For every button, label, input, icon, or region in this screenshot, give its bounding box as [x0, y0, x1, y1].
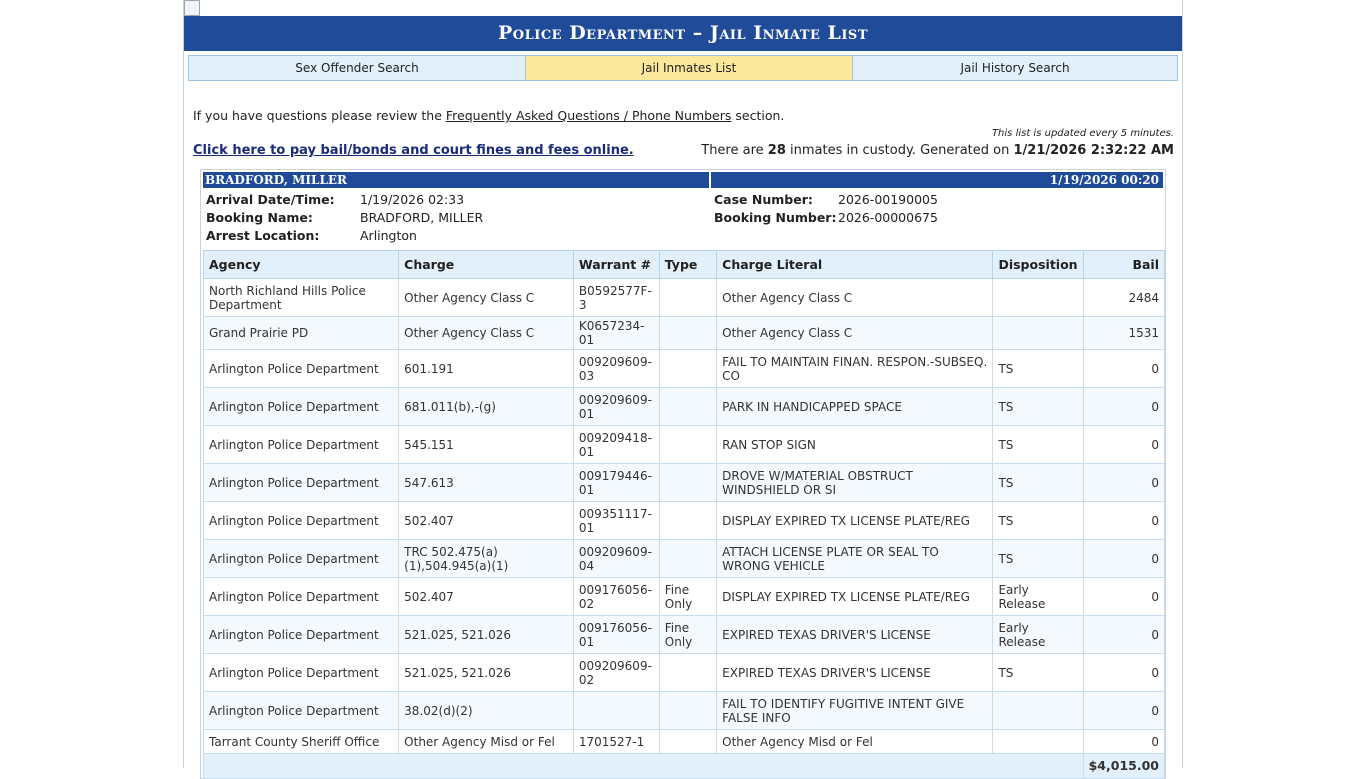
warrant-cell	[573, 692, 659, 730]
inmate-header	[203, 172, 1163, 188]
disposition-cell: TS	[993, 426, 1083, 464]
arrival-field	[206, 192, 464, 207]
type-cell	[659, 350, 716, 388]
charges-table	[203, 250, 1165, 779]
generated-timestamp: 1/21/2026 2:32:22 AM	[1013, 143, 1174, 158]
type-cell	[659, 279, 716, 317]
agency-cell: Arlington Police Department	[204, 464, 399, 502]
charge-literal-cell: EXPIRED TEXAS DRIVER'S LICENSE	[717, 654, 993, 692]
charge-literal-cell: EXPIRED TEXAS DRIVER'S LICENSE	[717, 616, 993, 654]
charge-cell: 521.025, 521.026	[399, 654, 574, 692]
column-header-disposition: Disposition	[993, 251, 1083, 279]
type-cell	[659, 464, 716, 502]
case-number-label: Case Number:	[714, 192, 813, 207]
table-row	[204, 388, 1165, 426]
charge-cell: 545.151	[399, 426, 574, 464]
charge-cell: 601.191	[399, 350, 574, 388]
agency-cell: Arlington Police Department	[204, 540, 399, 578]
agency-cell: Arlington Police Department	[204, 654, 399, 692]
column-header-warrant: Warrant #	[573, 251, 659, 279]
table-row	[204, 654, 1165, 692]
arrival-label: Arrival Date/Time:	[206, 192, 335, 207]
case-number-value: 2026-00190005	[838, 192, 938, 207]
arrest-location-label: Arrest Location:	[206, 228, 320, 243]
inmate-header-date: 1/19/2026 00:20	[711, 172, 1163, 188]
page-container	[183, 0, 1183, 773]
booking-name-value: BRADFORD, MILLER	[360, 210, 484, 225]
type-cell: Fine Only	[659, 616, 716, 654]
type-cell	[659, 730, 716, 754]
warrant-cell: B0592577F-3	[573, 279, 659, 317]
table-row	[204, 730, 1165, 754]
type-cell	[659, 388, 716, 426]
table-row	[204, 426, 1165, 464]
agency-cell: Arlington Police Department	[204, 616, 399, 654]
charge-literal-cell: FAIL TO MAINTAIN FINAN. RESPON.-SUBSEQ. CO	[717, 350, 993, 388]
warrant-cell: 1701527-1	[573, 730, 659, 754]
warrant-cell: 009209609-01	[573, 388, 659, 426]
charge-literal-cell: ATTACH LICENSE PLATE OR SEAL TO WRONG VEHICLE	[717, 540, 993, 578]
booking-name-field	[206, 210, 483, 225]
charge-cell: Other Agency Class C	[399, 279, 574, 317]
bail-cell: 1531	[1083, 317, 1164, 350]
charge-literal-cell: Other Agency Class C	[717, 317, 993, 350]
disposition-cell	[993, 317, 1083, 350]
charge-literal-cell: DISPLAY EXPIRED TX LICENSE PLATE/REG	[717, 502, 993, 540]
type-cell	[659, 692, 716, 730]
column-header-charge: Charge	[399, 251, 574, 279]
table-row	[204, 317, 1165, 350]
charge-cell: Other Agency Misd or Fel	[399, 730, 574, 754]
warrant-cell: 009176056-02	[573, 578, 659, 616]
custody-prefix: There are	[701, 143, 764, 158]
faq-info-line	[193, 108, 784, 123]
disposition-cell: TS	[993, 654, 1083, 692]
arrest-location-value: Arlington	[360, 228, 417, 243]
custody-count: 28	[767, 143, 786, 158]
warrant-cell: 009179446-01	[573, 464, 659, 502]
bail-cell: 2484	[1083, 279, 1164, 317]
table-row	[204, 692, 1165, 730]
bail-cell: 0	[1083, 350, 1164, 388]
charge-cell: TRC 502.475(a)(1),504.945(a)(1)	[399, 540, 574, 578]
agency-cell: Arlington Police Department	[204, 426, 399, 464]
booking-number-value: 2026-00000675	[838, 210, 938, 225]
charge-cell: 521.025, 521.026	[399, 616, 574, 654]
inmate-name: BRADFORD, MILLER	[203, 172, 709, 188]
bail-cell: 0	[1083, 692, 1164, 730]
broken-image-icon	[184, 0, 200, 16]
bail-cell: 0	[1083, 540, 1164, 578]
disposition-cell: TS	[993, 388, 1083, 426]
charge-literal-cell: PARK IN HANDICAPPED SPACE	[717, 388, 993, 426]
tab-jail-inmates-list[interactable]: Jail Inmates List	[526, 56, 853, 80]
nav-tabs	[188, 55, 1178, 81]
agency-cell: Arlington Police Department	[204, 388, 399, 426]
agency-cell: North Richland Hills Police Department	[204, 279, 399, 317]
warrant-cell: 009209609-04	[573, 540, 659, 578]
charge-literal-cell: DROVE W/MATERIAL OBSTRUCT WINDSHIELD OR SI	[717, 464, 993, 502]
arrival-value: 1/19/2026 02:33	[360, 192, 465, 207]
warrant-cell: 009176056-01	[573, 616, 659, 654]
type-cell	[659, 502, 716, 540]
charge-cell: Other Agency Class C	[399, 317, 574, 350]
bail-cell: 0	[1083, 616, 1164, 654]
page-title: Police Department – Jail Inmate List	[184, 16, 1182, 51]
custody-mid: inmates in custody. Generated on	[790, 143, 1010, 158]
column-header-charge-literal: Charge Literal	[717, 251, 993, 279]
charge-literal-cell: RAN STOP SIGN	[717, 426, 993, 464]
tab-sex-offender-search[interactable]: Sex Offender Search	[189, 56, 526, 80]
table-header-row	[204, 251, 1165, 279]
disposition-cell: TS	[993, 464, 1083, 502]
table-row	[204, 502, 1165, 540]
agency-cell: Arlington Police Department	[204, 502, 399, 540]
type-cell	[659, 426, 716, 464]
update-note: This list is updated every 5 minutes.	[991, 128, 1174, 139]
disposition-cell: TS	[993, 502, 1083, 540]
bail-cell: 0	[1083, 730, 1164, 754]
warrant-cell: 009351117-01	[573, 502, 659, 540]
tab-jail-history-search[interactable]: Jail History Search	[853, 56, 1177, 80]
table-row	[204, 464, 1165, 502]
type-cell	[659, 540, 716, 578]
charge-cell: 681.011(b),-(g)	[399, 388, 574, 426]
pay-bail-link[interactable]: Click here to pay bail/bonds and court fines and fees online.	[193, 143, 634, 158]
booking-name-label: Booking Name:	[206, 210, 313, 225]
bail-cell: 0	[1083, 426, 1164, 464]
bail-total: $4,015.00	[1083, 754, 1164, 779]
charge-cell: 547.613	[399, 464, 574, 502]
charges-body	[204, 279, 1165, 754]
bail-cell: 0	[1083, 502, 1164, 540]
inmate-record	[200, 169, 1166, 779]
type-cell	[659, 317, 716, 350]
type-cell	[659, 654, 716, 692]
charge-literal-cell: Other Agency Misd or Fel	[717, 730, 993, 754]
booking-number-label: Booking Number:	[714, 210, 837, 225]
disposition-cell: TS	[993, 540, 1083, 578]
total-row	[204, 754, 1165, 779]
charge-literal-cell: Other Agency Class C	[717, 279, 993, 317]
charge-literal-cell: FAIL TO IDENTIFY FUGITIVE INTENT GIVE FALSE INFO	[717, 692, 993, 730]
agency-cell: Tarrant County Sheriff Office	[204, 730, 399, 754]
agency-cell: Arlington Police Department	[204, 578, 399, 616]
agency-cell: Grand Prairie PD	[204, 317, 399, 350]
agency-cell: Arlington Police Department	[204, 350, 399, 388]
column-header-agency: Agency	[204, 251, 399, 279]
agency-cell: Arlington Police Department	[204, 692, 399, 730]
warrant-cell: 009209418-01	[573, 426, 659, 464]
type-cell: Fine Only	[659, 578, 716, 616]
table-row	[204, 540, 1165, 578]
charge-cell: 38.02(d)(2)	[399, 692, 574, 730]
bail-cell: 0	[1083, 578, 1164, 616]
table-row	[204, 616, 1165, 654]
charge-literal-cell: DISPLAY EXPIRED TX LICENSE PLATE/REG	[717, 578, 993, 616]
disposition-cell: Early Release	[993, 578, 1083, 616]
case-number-field	[714, 192, 938, 207]
column-header-type: Type	[659, 251, 716, 279]
custody-summary	[701, 143, 1174, 158]
warrant-cell: 009209609-02	[573, 654, 659, 692]
disposition-cell: Early Release	[993, 616, 1083, 654]
faq-link[interactable]: Frequently Asked Questions / Phone Numbers	[445, 108, 732, 123]
disposition-cell	[993, 279, 1083, 317]
booking-number-field	[714, 210, 938, 225]
arrest-location-field	[206, 228, 417, 243]
table-row	[204, 350, 1165, 388]
bail-cell: 0	[1083, 388, 1164, 426]
disposition-cell: TS	[993, 350, 1083, 388]
bail-cell: 0	[1083, 464, 1164, 502]
table-row	[204, 279, 1165, 317]
disposition-cell	[993, 730, 1083, 754]
column-header-bail: Bail	[1083, 251, 1164, 279]
warrant-cell: K0657234-01	[573, 317, 659, 350]
faq-suffix: section.	[735, 108, 785, 123]
disposition-cell	[993, 692, 1083, 730]
charge-cell: 502.407	[399, 578, 574, 616]
bail-cell: 0	[1083, 654, 1164, 692]
faq-prefix: If you have questions please review the	[193, 108, 442, 123]
table-row	[204, 578, 1165, 616]
charge-cell: 502.407	[399, 502, 574, 540]
total-spacer	[204, 754, 1084, 779]
warrant-cell: 009209609-03	[573, 350, 659, 388]
